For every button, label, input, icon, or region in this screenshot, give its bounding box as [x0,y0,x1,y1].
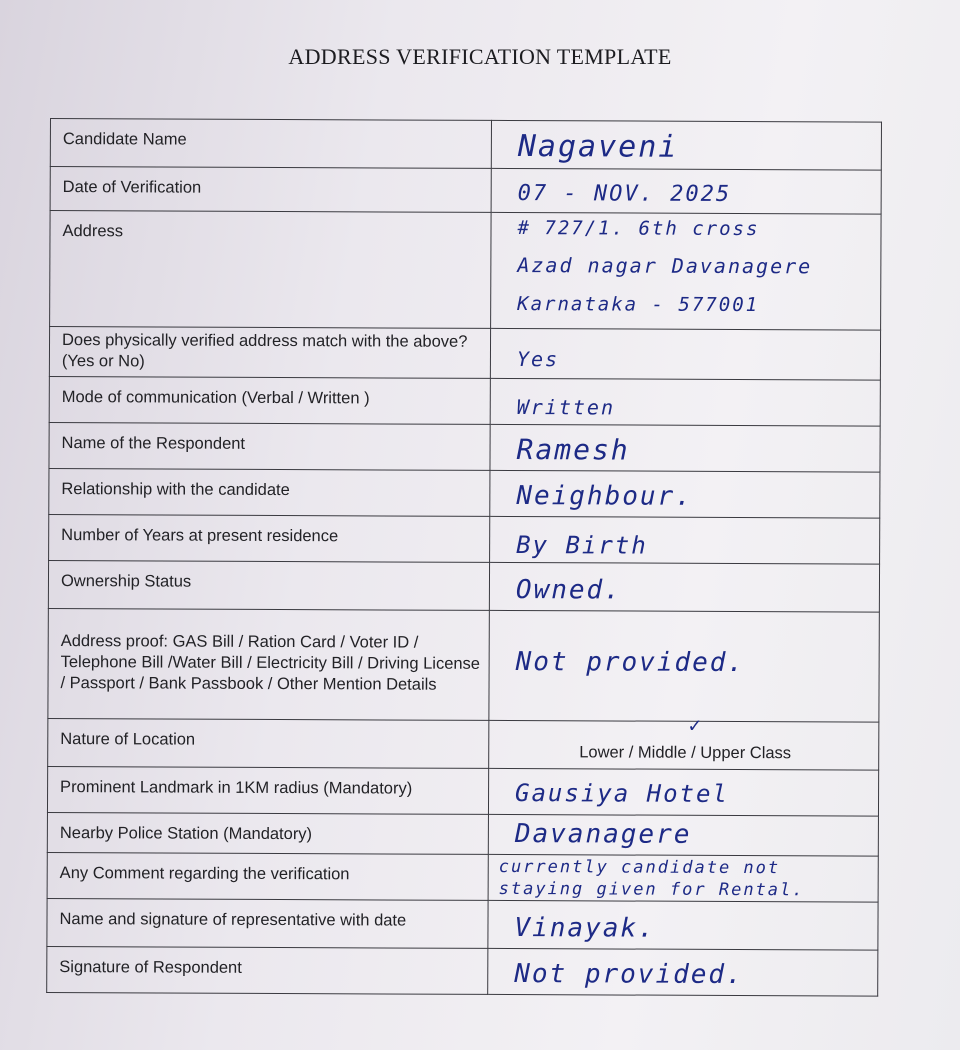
table-row [48,608,879,722]
table-row [48,560,879,612]
field-label: Mode of communication (Verbal / Written ) [49,376,490,424]
field-value-representative: Vinayak. [488,900,878,950]
field-value-respondent-signature: Not provided. [488,948,878,996]
table-row [49,468,880,518]
field-value-date: 07 - NOV. 2025 [491,168,881,214]
field-value-landmark: Gausiya Hotel [488,768,878,816]
field-value-relationship: Neighbour. [490,470,880,518]
field-label: Relationship with the candidate [49,468,490,516]
table-row [47,898,878,950]
field-label: Signature of Respondent [47,946,488,994]
table-row [50,167,881,215]
field-label: Ownership Status [48,560,489,610]
field-value-police-station: Davanagere [488,814,878,856]
field-value-mode: Written [490,378,880,426]
field-value-ownership: Owned. [489,562,879,612]
table-row [49,514,880,564]
field-value-location [489,715,879,770]
table-row [47,946,878,996]
table-row [49,327,880,381]
location-options: Lower / Middle / Upper Class [579,743,792,763]
table-row [47,766,878,816]
field-label: Address proof: GAS Bill / Ration Card / Voter ID / Telephone Bill /Water Bill / Electricity Bill / Driving License / Passport / Bank Passbook / Other Mention Details [48,608,489,720]
field-label: Any Comment regarding the verification [47,852,488,900]
field-value-address-match: Yes [490,328,880,380]
form-title: ADDRESS VERIFICATION TEMPLATE [288,44,672,69]
field-label: Nearby Police Station (Mandatory) [47,812,488,854]
field-label: Number of Years at present residence [49,514,490,562]
field-value-years: By Birth [490,516,880,564]
field-value-comment: currently candidate not staying given for Rental. [488,854,878,902]
checkmark-icon: ✓ [687,715,705,737]
field-label: Prominent Landmark in 1KM radius (Mandatory) [47,766,488,814]
field-label: Nature of Location [48,718,489,768]
table-row [49,422,880,472]
verification-table [46,118,882,997]
table-row [50,119,881,171]
verification-form [46,118,882,997]
field-label: Does physically verified address match with the above?(Yes or No) [49,327,490,379]
field-value-candidate-name: Nagaveni [491,120,881,170]
field-value-respondent: Ramesh [490,424,880,472]
field-label: Address [50,211,492,329]
field-label: Date of Verification [50,167,491,213]
table-row [48,718,879,770]
field-value-address: # 727/1. 6th cross Azad nagar Davanagere Karnataka - 577001 [491,212,882,330]
field-value-address-proof: Not provided. [489,610,879,722]
table-row [47,852,878,902]
field-label: Candidate Name [50,119,491,169]
table-row [50,211,881,331]
table-row [47,812,878,856]
field-label: Name of the Respondent [49,422,490,470]
table-row [49,376,880,426]
field-label: Name and signature of representative with date [47,898,488,948]
